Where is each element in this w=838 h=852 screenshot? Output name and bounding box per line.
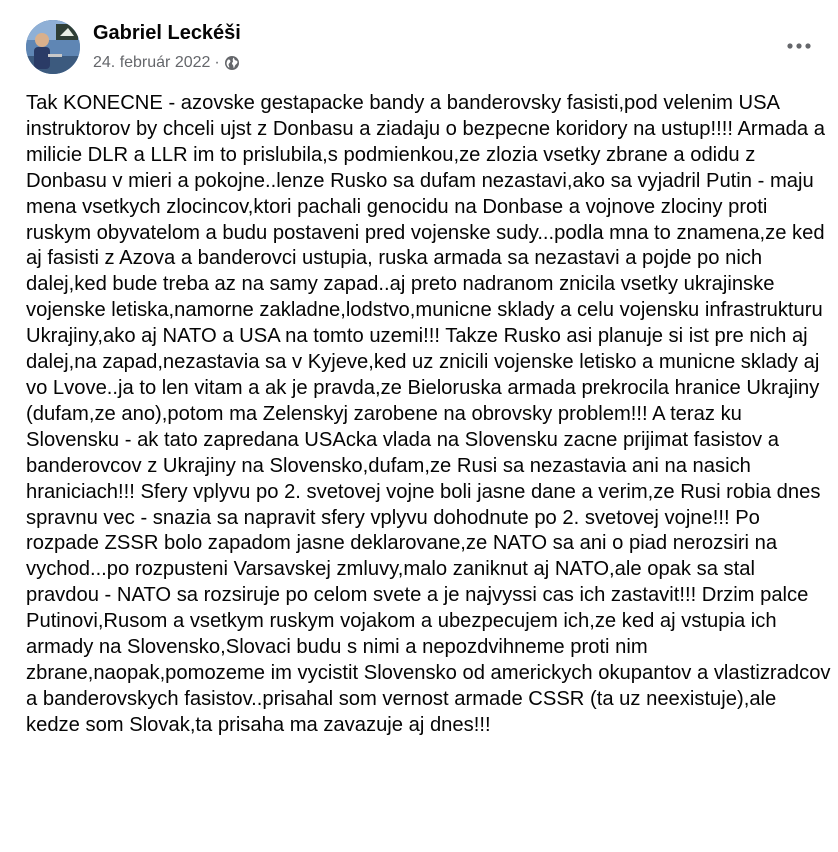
globe-icon[interactable] bbox=[224, 55, 240, 71]
post-meta bbox=[93, 54, 240, 72]
avatar[interactable] bbox=[26, 20, 80, 74]
meta-separator: · bbox=[214, 54, 220, 71]
post-date[interactable]: 24. február 2022 bbox=[93, 54, 211, 71]
post-text: Tak KONECNE - azovske gestapacke bandy a banderovsky fasisti,pod velenim USA instruktorov by chceli ujst z Donbasu a ziadaju o bezpecne koridory na ustup!!!! Armada a milicie DLR a LLR im to prislubila,s podmienkou,ze zlozia vsetky zbrane a odidu z Donbasu v mieri a pokojne..lenze Rusko sa dufam nezastavi,ako sa vyjadril Putin - maju mena vsetkych zlocincov,ktori pachali genocidu na Donbase a vojnove zlociny proti ruskym obyvatelom a budu postaveni pred vojenske sudy...podla mna to znamena,ze ked aj fasisti z Azova a banderovci ustupia, ruska armada sa nezastavi a pojde po nich dalej,ked bude treba az na samy zapad..aj preto nadranom znicila vsetky ukrajinske vojenske letiska,namorne zakladne,lodstvo,municne sklady a celu vojensku infrastrukturu Ukrajiny,ako aj NATO a USA na tomto uzemi!!! Takze Rusko asi planuje si ist pre nich aj dalej,na zapad,nezastavia sa v Kyjeve,ked uz znicili vojenske letisko a municne sklady aj vo Lvove..ja to len vitam a ak je pravda,ze Bieloruska armada prekrocila hranice Ukrajiny (dufam,ze ano),potom ma Zelenskyj zarobene na obrovsky problem!!! A teraz ku Slovensku - ak tato zapredana USAcka vlada na Slovensku zacne prijimat fasistov a banderovcov z Ukrajiny na Slovensko,dufam,ze Rusi sa nezastavia ani na nasich hraniciach!!! Sfery vplyvu po 2. svetovej vojne boli jasne dane a verim,ze Rusi robia dnes spravnu vec - snazia sa napravit sfery vplyvu dohodnute po 2. svetovej vojne!!! Po rozpade ZSSR bolo zapadom jasne deklarovane,ze NATO sa ani o piad nerozsiri na vychod...po rozpusteni Varsavskej zmluvy,malo zaniknut aj NATO,ale opak sa stal pravdou - NATO sa rozsiruje po celom svete a je najvyssi cas ich zastavit!!! Drzim palce Putinovi,Rusom a vsetkym ruskym vojakom a ubezpecujem ich,ze ked aj vstupia ich armady na Slovensko,Slovaci budu s nimi a nepozdvihneme proti nim zbrane,naopak,pomozeme im vycistit Slovensko od americkych okupantov a vlastizradcov a banderovskych fasistov..prisahal som vernost armade CSSR (ta uz neexistuje),ale kedze som Slovak,ta prisaha ma zavazuje aj dnes!!! bbox=[26, 92, 831, 736]
avatar-image bbox=[26, 20, 80, 74]
more-options-button[interactable] bbox=[784, 36, 814, 56]
author-name[interactable]: Gabriel Leckéši bbox=[93, 22, 241, 44]
post-header bbox=[26, 14, 838, 78]
more-options-icon bbox=[787, 43, 811, 49]
